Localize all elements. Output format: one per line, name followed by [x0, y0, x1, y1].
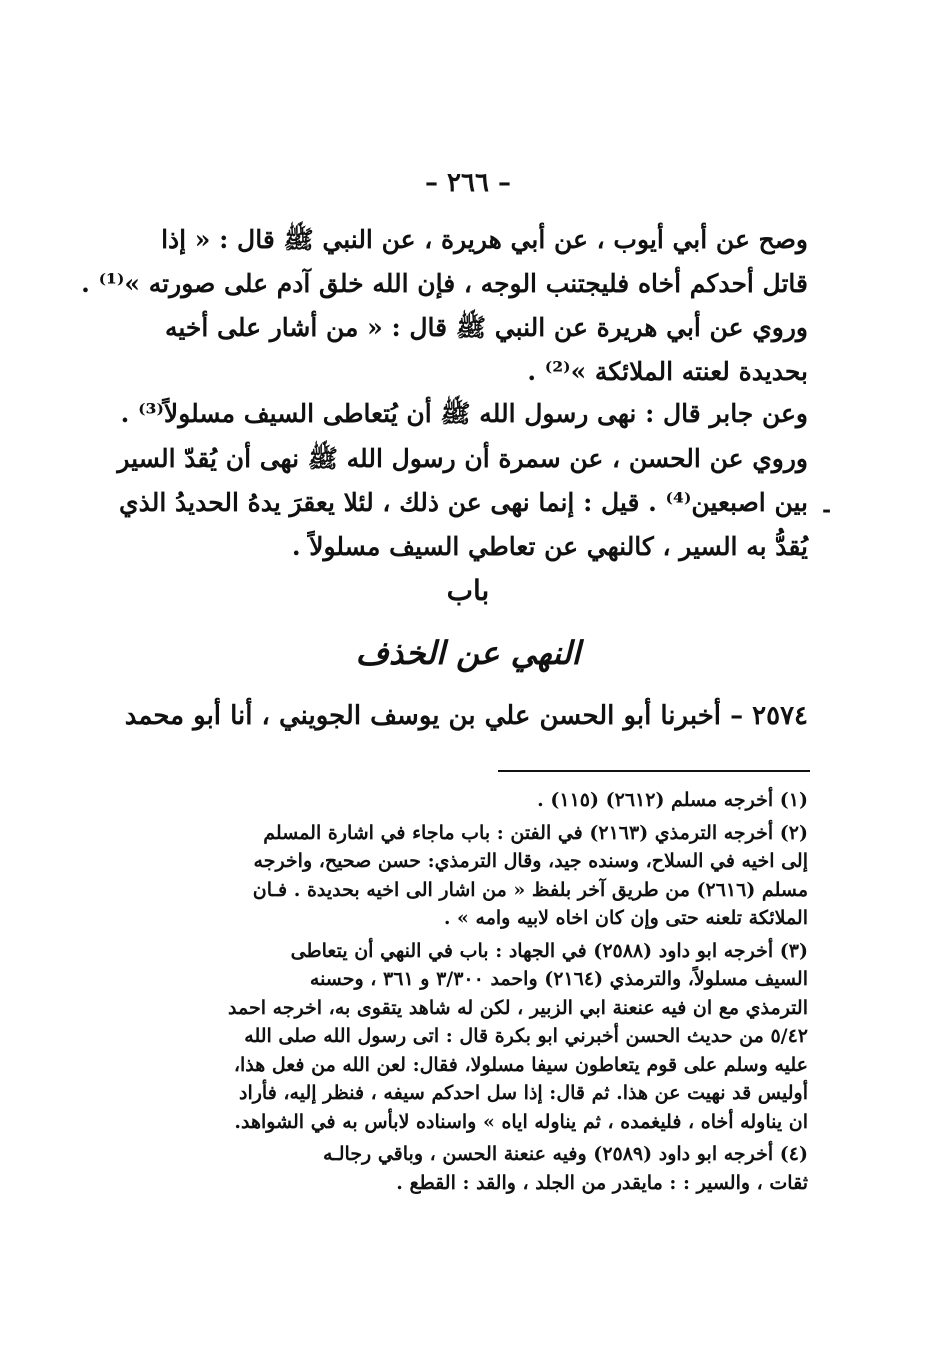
footnote-divider: [498, 770, 810, 772]
paragraph-al-hasan: [117, 437, 808, 569]
footnote-line: ٥/٤٢ من حديث الحسن أخبرني ابو بكرة قال : اتى رسول الله صلى الله: [244, 1025, 808, 1047]
footnote-line: عليه وسلم على قوم يتعاطون سيفا مسلولا، فقال: لعن الله من فعل هذا،: [233, 1053, 808, 1076]
text-line: وعن جابر قال : نهى رسول الله ﷺ أن يُتعاطى السيف مسلولاً⁽³⁾ .: [120, 399, 808, 428]
footnote-1: [128, 786, 808, 815]
footnote-line: ثقات ، والسير : : مايقدر من الجلد ، والقد : القطع .: [396, 1171, 808, 1194]
text-line: وروي عن الحسن ، عن سمرة أن رسول الله ﷺ نهى أن يُقدّ السير: [117, 444, 808, 473]
page-number: – ٢٦٦ –: [424, 168, 512, 198]
footnote-2: [128, 819, 808, 933]
footnote-line: أوليس قد نهيت عن هذا. ثم قال: إذا سل احدكم سيفه ، فنظر إليه، فأراد: [239, 1082, 808, 1104]
text-line: بحديدة لعنته الملائكة »⁽²⁾ .: [527, 357, 808, 386]
text-line: وروي عن أبي هريرة عن النبي ﷺ قال : « من أشار على أخيه: [164, 313, 808, 342]
footnote-4: [128, 1140, 808, 1197]
scan-mark: -: [822, 497, 832, 523]
footnote-line: ان يناوله أخاه ، فليغمده ، ثم يناوله اياه » واسناده لابأس به في الشواهد.: [234, 1110, 808, 1133]
hadith-opening-line: [124, 694, 808, 738]
text-line: وصح عن أبي أيوب ، عن أبي هريرة ، عن النبي ﷺ قال : « إذا: [161, 225, 808, 254]
footnote-line: (٢) أخرجه الترمذي (٢١٦٣) في الفتن : باب ماجاء في اشارة المسلم: [263, 821, 808, 844]
footnote-line: الترمذي مع ان فيه عنعنة ابي الزبير ، لكن له شاهد يتقوى به، اخرجه احمد: [228, 996, 808, 1019]
footnotes: [128, 786, 808, 1201]
paragraph-abu-hurayra: [128, 306, 808, 394]
footnote-line: (١) أخرجه مسلم (٢٦١٢) (١١٥) .: [537, 789, 808, 811]
chapter-title: النهي عن الخذف: [355, 634, 581, 672]
footnote-line: إلى اخيه في السلاح، وسنده جيد، وقال الترمذي: حسن صحيح، واخرجه: [253, 850, 808, 872]
footnote-line: مسلم (٢٦١٦) من طريق آخر بلفظ « من اشار الى اخيه بحديدة . فـان: [252, 878, 808, 901]
text-line: ٢٥٧٤ – أخبرنا أبو الحسن علي بن يوسف الجويني ، أنا أبو محمد: [124, 701, 808, 731]
footnote-3: [128, 937, 808, 1137]
footnote-line: (٣) أخرجه ابو داود (٢٥٨٨) في الجهاد : باب في النهي أن يتعاطى: [290, 939, 808, 962]
paragraph-jabir: [120, 392, 808, 436]
footnote-line: الملائكة تلعنه حتى وإن كان اخاه لابيه وامه » .: [443, 907, 808, 929]
footnote-line: السيف مسلولاً، والترمذي (٢١٦٤) واحمد ٣/٣٠٠ و ٣٦١ ، وحسنه: [309, 968, 808, 990]
paragraph-abu-ayyub: [81, 218, 808, 306]
footnote-line: (٤) أخرجه ابو داود (٢٥٨٩) وفيه عنعنة الحسن ، وباقي رجالـه: [322, 1143, 808, 1165]
text-line: قاتل أحدكم أخاه فليجتنب الوجه ، فإن الله خلق آدم على صورته »⁽¹⁾ .: [81, 269, 808, 298]
text-line: يُقدُّ به السير ، كالنهي عن تعاطي السيف مسلولاً .: [291, 532, 808, 561]
chapter-label: باب: [446, 574, 490, 607]
text-line: بين اصبعين⁽⁴⁾ . قيل : إنما نهى عن ذلك ، لئلا يعقرَ يدهُ الحديدُ الذي: [119, 488, 808, 517]
